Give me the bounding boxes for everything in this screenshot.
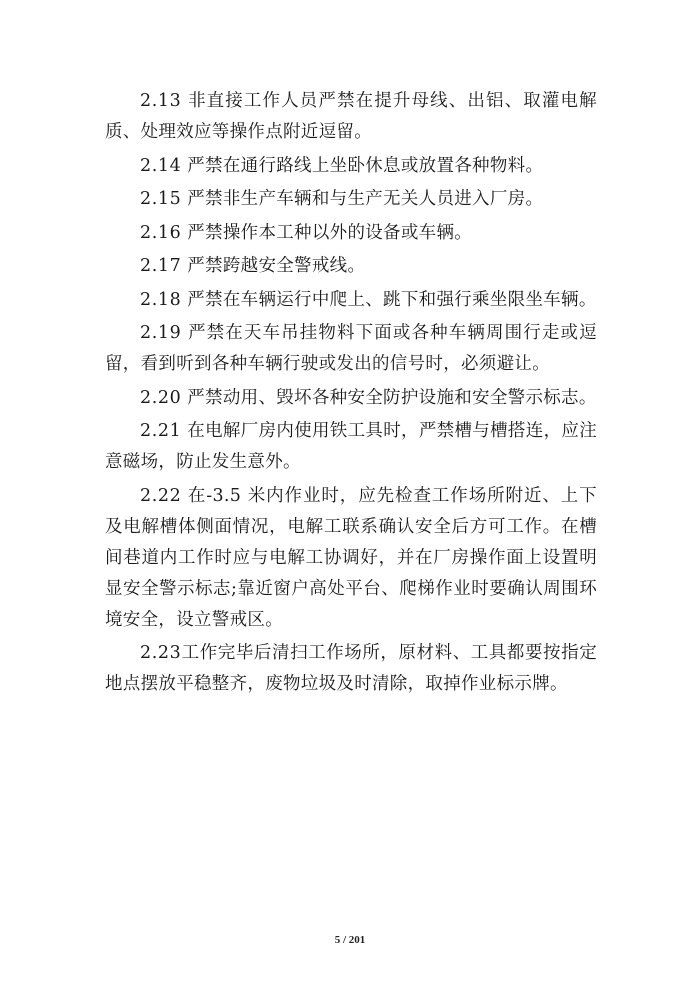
paragraph-number: 2.14 bbox=[140, 155, 182, 176]
paragraph-number: 2.20 bbox=[140, 387, 182, 408]
paragraph-text: 工作完毕后清扫工作场所，原材料、工具都要按指定地点摆放平稳整齐，废物垃圾及时清除，取掉作业标示牌。 bbox=[105, 643, 597, 694]
paragraph-2-20 bbox=[105, 383, 597, 414]
paragraph-text: 严禁跨越安全警戒线。 bbox=[187, 256, 366, 276]
paragraph-text: 严禁在车辆运行中爬上、跳下和强行乘坐限坐车辆。 bbox=[187, 289, 597, 310]
paragraph-text: 严禁非生产车辆和与生产无关人员进入厂房。 bbox=[187, 189, 544, 209]
paragraph-2-16 bbox=[105, 218, 597, 249]
paragraph-text: 在-3.5 米内作业时，应先检查工作场所附近、上下及电解槽体侧面情况，电解工联系确认安全后方可工作。在槽间巷道内工作时应与电解工协调好，并在厂房操作面上设置明显安全警示标志;靠近窗户高处平台、爬梯作业时要确认周围环境安全，设立警戒区。 bbox=[105, 485, 597, 630]
paragraph-number: 2.18 bbox=[140, 289, 182, 310]
paragraph-2-23 bbox=[105, 638, 597, 700]
paragraph-text: 严禁在天车吊挂物料下面或各种车辆周围行走或逗留，看到听到各种车辆行驶或发出的信号时，必须避让。 bbox=[105, 323, 597, 374]
paragraph-text: 严禁动用、毁坏各种安全防护设施和安全警示标志。 bbox=[187, 387, 597, 408]
paragraph-2-18 bbox=[105, 285, 597, 316]
page-number: 5 / 201 bbox=[334, 934, 366, 946]
paragraph-number: 2.21 bbox=[140, 421, 182, 441]
paragraph-text: 在电解厂房内使用铁工具时，严禁槽与槽搭连，应注意磁场，防止发生意外。 bbox=[105, 421, 597, 472]
paragraph-text: 非直接工作人员严禁在提升母线、出铝、取灌电解质、处理效应等操作点附近逗留。 bbox=[105, 91, 597, 142]
paragraph-number: 2.23 bbox=[140, 643, 182, 663]
paragraph-2-22 bbox=[105, 481, 597, 636]
paragraph-number: 2.13 bbox=[140, 91, 182, 111]
paragraph-2-19 bbox=[105, 318, 597, 380]
paragraph-number: 2.15 bbox=[140, 189, 182, 209]
document-body bbox=[105, 86, 597, 703]
paragraph-number: 2.22 bbox=[140, 485, 182, 506]
paragraph-text: 严禁在通行路线上坐卧休息或放置各种物料。 bbox=[187, 155, 544, 176]
paragraph-number: 2.19 bbox=[140, 323, 182, 343]
paragraph-2-21 bbox=[105, 416, 597, 478]
paragraph-number: 2.17 bbox=[140, 256, 182, 276]
paragraph-number: 2.16 bbox=[140, 222, 182, 243]
paragraph-2-17 bbox=[105, 251, 597, 282]
paragraph-text: 严禁操作本工种以外的设备或车辆。 bbox=[187, 222, 473, 243]
paragraph-2-14 bbox=[105, 151, 597, 182]
paragraph-2-13 bbox=[105, 86, 597, 148]
paragraph-2-15 bbox=[105, 184, 597, 215]
